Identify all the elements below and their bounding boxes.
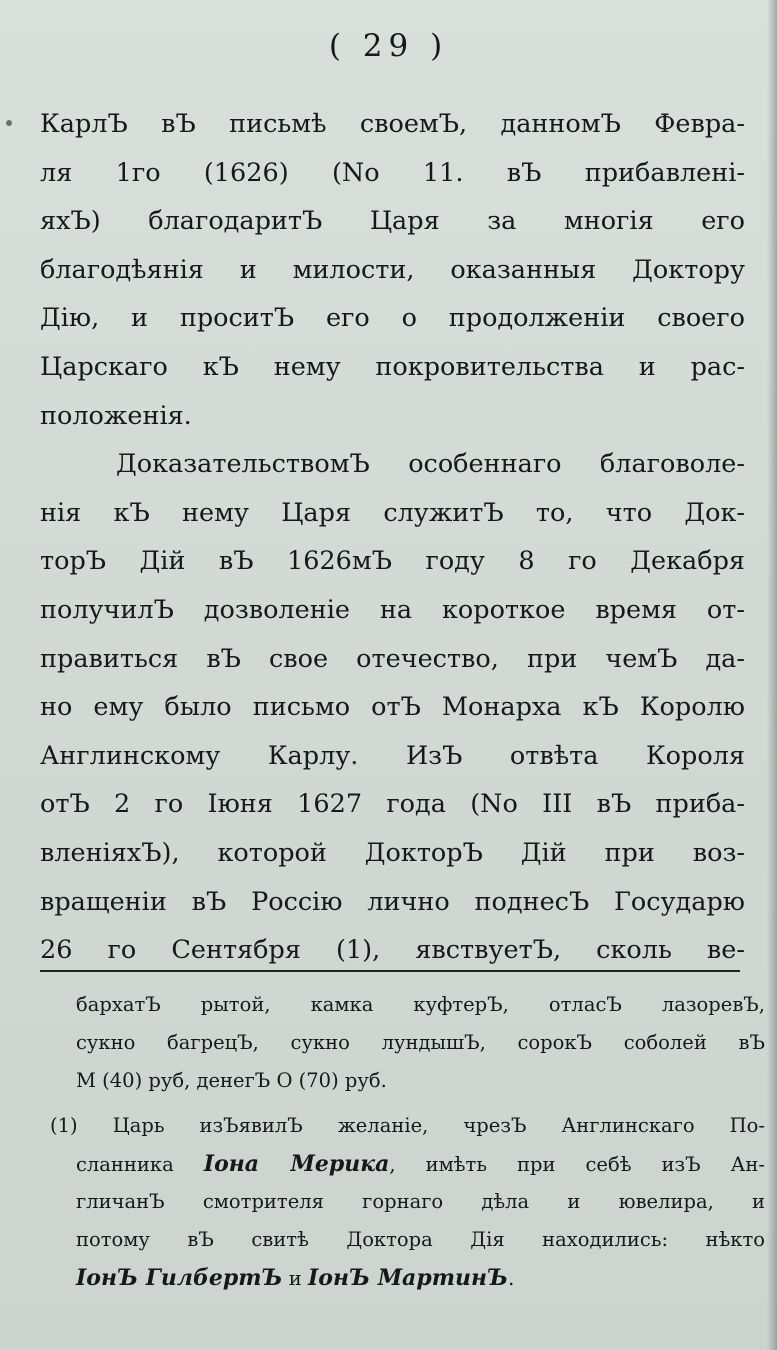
text-line: правиться вЪ свое отечество, при чемЪ да- (40, 643, 745, 674)
text-line: 26 го Сентября (1), явствуетЪ, сколь ве- (40, 935, 745, 966)
footnote-text: и (282, 1267, 308, 1290)
footnote-text: сланника (76, 1153, 174, 1176)
footnote-line: (1) Царь изЪявилЪ желаніе, чрезЪ Англинскаго По- (50, 1114, 765, 1137)
text-line: вращеніи вЪ Россію лично поднесЪ Государю (40, 886, 745, 917)
text-line: торЪ Дій вЪ 1626мЪ году 8 го Декабря (40, 546, 745, 577)
footnote-line: бархатЪ рытой, камка куфтерЪ, отласЪ лазоревЪ, (76, 993, 765, 1016)
footnote-text: , имѣть при себѣ изЪ Ан- (389, 1153, 765, 1176)
text-line: Дію, и проситЪ его о продолженіи своего (40, 303, 745, 334)
margin-mark (6, 120, 12, 126)
footnote-line (50, 1145, 765, 1183)
text-line: ля 1го (1626) (No 11. вЪ прибавлені- (40, 157, 745, 188)
footnote-line (50, 1259, 765, 1297)
text-line: яхЪ) благодаритЪ Царя за многія его (40, 206, 745, 237)
main-text (40, 100, 745, 975)
text-line: Царскаго кЪ нему покровительства и рас- (40, 351, 745, 382)
text-line: получилЪ дозволеніе на короткое время от- (40, 594, 745, 625)
footnote-line: гличанЪ смотрителя горнаго дѣла и ювелира, и (76, 1190, 765, 1213)
text-line: нія кЪ нему Царя служитЪ то, что Док- (40, 497, 745, 528)
text-line: отЪ 2 го Іюня 1627 года (No III вЪ приба- (40, 789, 745, 820)
footnote-divider (40, 970, 740, 972)
text-line: положенія. (40, 400, 192, 431)
text-line: КарлЪ вЪ письмѣ своемЪ, данномЪ Февра- (40, 109, 745, 139)
footnote-line: потому вЪ свитѣ Доктора Дія находились: нѣкто (76, 1228, 765, 1251)
footnote-line: М (40) руб, денегЪ О (70) руб. (76, 1069, 387, 1092)
footnote-name: Іона Мерика (203, 1151, 390, 1177)
footnotes (50, 986, 765, 1297)
footnote-name: ІонЪ МартинЪ (308, 1265, 509, 1291)
text-line: благодѣянія и милости, оказанныя Доктору (40, 254, 745, 285)
text-line: вленіяхЪ), которой ДокторЪ Дій при воз- (40, 837, 745, 868)
footnote-text: . (508, 1267, 515, 1290)
text-line: но ему было письмо отЪ Монарха кЪ Королю (40, 692, 745, 723)
footnote-name: ІонЪ ГилбертЪ (76, 1265, 283, 1291)
footnote-line: сукно багрецЪ, сукно лундышЪ, сорокЪ соболей вЪ (76, 1031, 765, 1054)
text-line: ДоказательствомЪ особеннаго благоволе- (116, 449, 745, 480)
page-number: ( 29 ) (328, 28, 449, 64)
text-line: Англинскому Карлу. ИзЪ отвѣта Короля (40, 740, 745, 771)
